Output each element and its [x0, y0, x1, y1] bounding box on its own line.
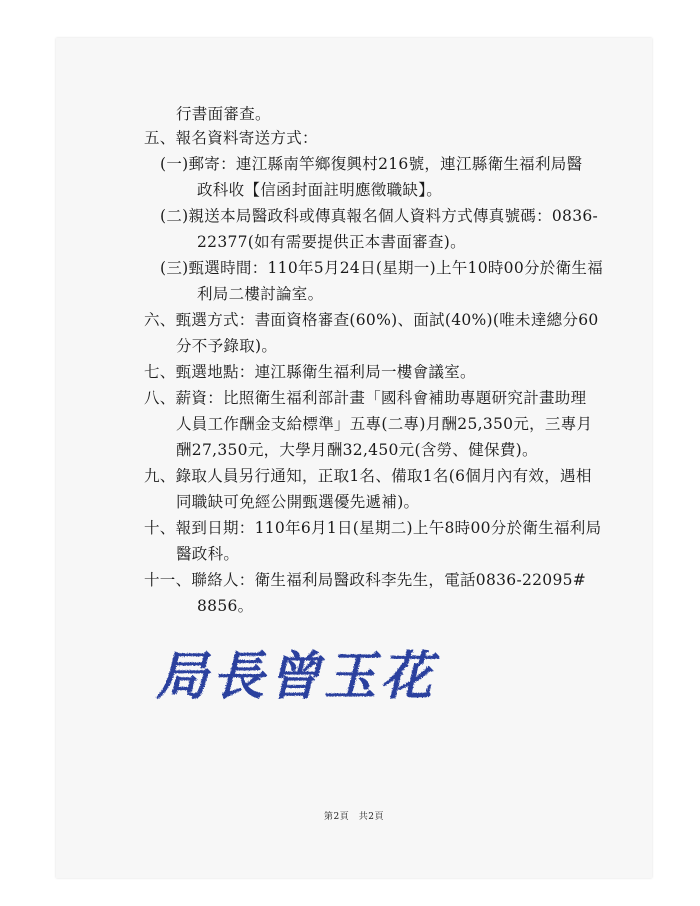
section-5-item-1: (一)郵寄：連江縣南竿鄉復興村216號，連江縣衛生福利局醫: [160, 155, 583, 173]
section-6-cont: 分不予錄取)。: [176, 337, 278, 355]
section-10-cont: 醫政科。: [176, 545, 240, 563]
section-11-cont: 8856。: [197, 597, 254, 615]
section-5-item-1-cont: 政科收【信函封面註明應徵職缺】。: [197, 181, 443, 199]
document-page: [56, 38, 652, 878]
section-5-item-2: (二)親送本局醫政科或傳真報名個人資料方式傳真號碼：0836-: [160, 207, 599, 225]
section-6: 六、甄選方式：書面資格審查(60%)、面試(40%)(唯未達總分60: [144, 311, 599, 329]
section-8: 八、薪資：比照衛生福利部計畫「國科會補助專題研究計畫助理: [144, 389, 587, 407]
section-11: 十一、聯絡人：衛生福利局醫政科李先生，電話0836-22095#: [144, 571, 587, 589]
section-9-cont: 同職缺可免經公開甄選優先遞補)。: [176, 493, 420, 511]
text-line-1: 行書面審查。: [176, 105, 271, 123]
section-8-cont-1: 人員工作酬金支給標準」五專(二專)月酬25,350元，三專月: [176, 415, 593, 433]
section-5-heading: 五、報名資料寄送方式：: [144, 129, 318, 147]
section-5-item-3-cont: 利局二樓討論室。: [197, 285, 324, 303]
director-signature-stamp: [152, 632, 452, 712]
section-10: 十、報到日期：110年6月1日(星期二)上午8時00分於衛生福利局: [144, 519, 602, 537]
section-8-cont-2: 酬27,350元，大學月酬32,450元(含勞、健保費)。: [176, 441, 538, 459]
svg-text:局長曾玉花: 局長曾玉花: [156, 646, 437, 707]
section-7: 七、甄選地點：連江縣衛生福利局一樓會議室。: [144, 363, 476, 381]
page-number-footer: 第2頁 共2頁: [324, 812, 384, 822]
section-5-item-3: (三)甄選時間：110年5月24日(星期一)上午10時00分於衛生福: [160, 259, 604, 277]
section-5-item-2-cont: 22377(如有需要提供正本書面審查)。: [197, 233, 466, 251]
section-9: 九、錄取人員另行通知，正取1名、備取1名(6個月內有效，遇相: [144, 467, 592, 485]
